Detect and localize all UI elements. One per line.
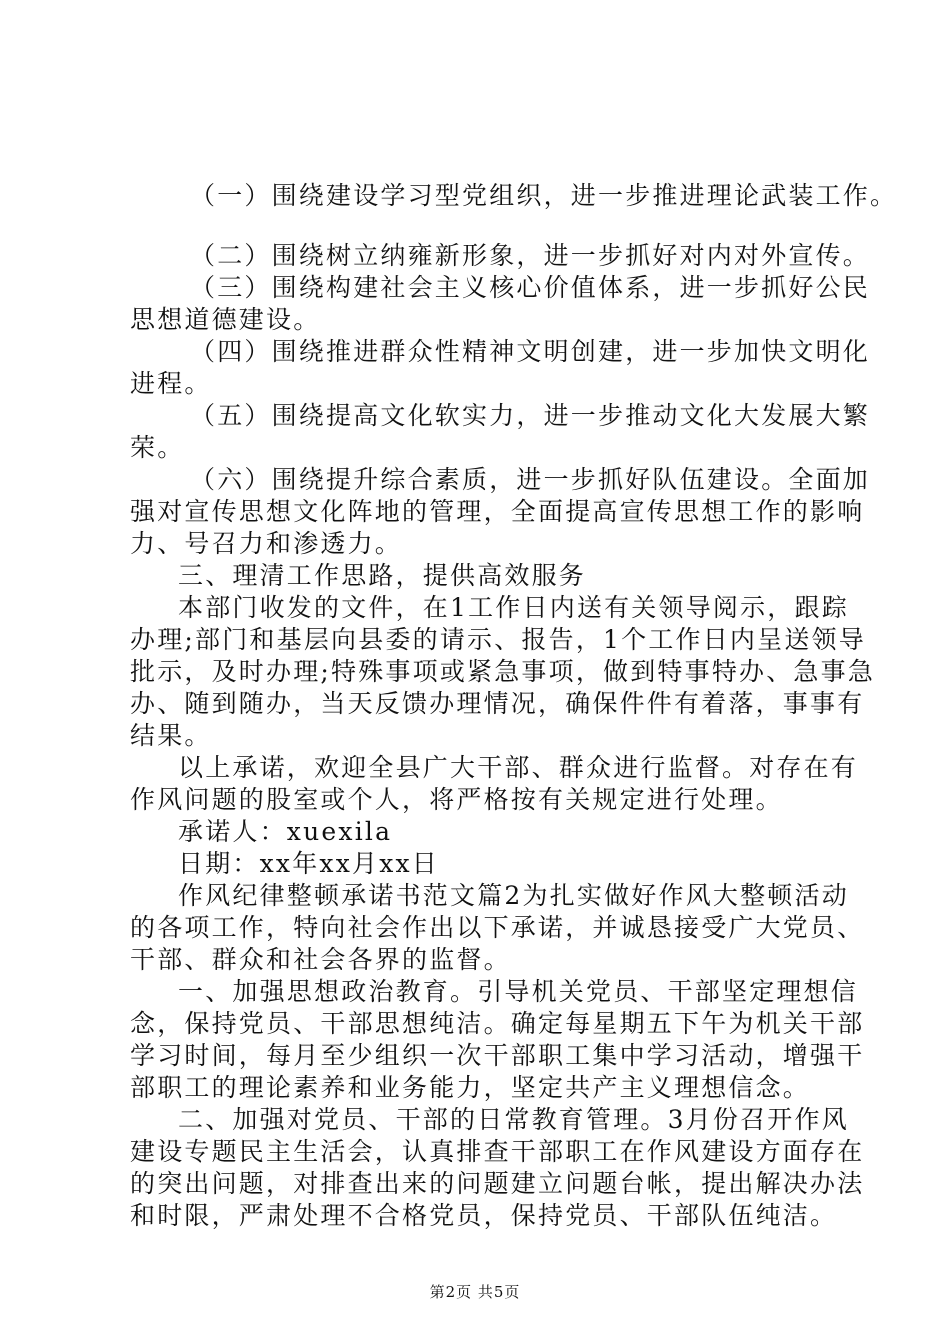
- text-line: 办、随到随办，当天反馈办理情况，确保件件有着落，事事有: [130, 689, 865, 718]
- text-line: 结果。: [130, 721, 212, 750]
- text-line: 作风问题的股室或个人，将严格按有关规定进行处理。: [130, 785, 783, 814]
- text-line: 作风纪律整顿承诺书范文篇2为扎实做好作风大整顿活动: [178, 881, 849, 910]
- text-line: 力、号召力和渗透力。: [130, 529, 403, 558]
- text-line: （四）围绕推进群众性精神文明创建，进一步加快文明化: [190, 337, 871, 366]
- date-line: 日期：xx年xx月xx日: [178, 849, 439, 878]
- page-number: 第2页 共5页: [429, 1283, 521, 1301]
- text-line: 一、加强思想政治教育。引导机关党员、干部坚定理想信: [178, 977, 859, 1006]
- text-line: 强对宣传思想文化阵地的管理，全面提高宣传思想工作的影响: [130, 497, 865, 526]
- text-line: 建设专题民主生活会，认真排查干部职工在作风建设方面存在: [130, 1137, 865, 1166]
- signer-line: 承诺人：xuexila: [178, 817, 393, 846]
- text-line: （六）围绕提升综合素质，进一步抓好队伍建设。全面加: [190, 465, 871, 494]
- text-line: 二、加强对党员、干部的日常教育管理。3月份召开作风: [178, 1105, 849, 1134]
- text-line: 批示，及时办理;特殊事项或紧急事项，做到特事特办、急事急: [130, 657, 876, 686]
- text-line: 以上承诺，欢迎全县广大干部、群众进行监督。对存在有: [178, 753, 859, 782]
- text-line: 进程。: [130, 369, 212, 398]
- text-line: （一）围绕建设学习型党组织，进一步推进理论武装工作。: [190, 181, 898, 210]
- text-line: 荣。: [130, 433, 185, 462]
- text-line: （二）围绕树立纳雍新形象，进一步抓好对内对外宣传。: [190, 241, 871, 270]
- text-line: 干部、群众和社会各界的监督。: [130, 945, 511, 974]
- text-line: 办理;部门和基层向县委的请示、报告，1个工作日内呈送领导: [130, 625, 866, 654]
- section-heading: 三、理清工作思路，提供高效服务: [178, 561, 587, 590]
- text-line: 的各项工作，特向社会作出以下承诺，并诚恳接受广大党员、: [130, 913, 865, 942]
- text-line: 本部门收发的文件，在1工作日内送有关领导阅示，跟踪: [178, 593, 849, 622]
- text-line: 思想道德建设。: [130, 305, 321, 334]
- text-line: 部职工的理论素养和业务能力，坚定共产主义理想信念。: [130, 1073, 811, 1102]
- text-line: （三）围绕构建社会主义核心价值体系，进一步抓好公民: [190, 273, 871, 302]
- text-line: 学习时间，每月至少组织一次干部职工集中学习活动，增强干: [130, 1041, 865, 1070]
- text-line: 念，保持党员、干部思想纯洁。确定每星期五下午为机关干部: [130, 1009, 865, 1038]
- text-line: 的突出问题，对排查出来的问题建立问题台帐，提出解决办法: [130, 1169, 865, 1198]
- text-line: （五）围绕提高文化软实力，进一步推动文化大发展大繁: [190, 401, 871, 430]
- text-line: 和时限，严肃处理不合格党员，保持党员、干部队伍纯洁。: [130, 1201, 838, 1230]
